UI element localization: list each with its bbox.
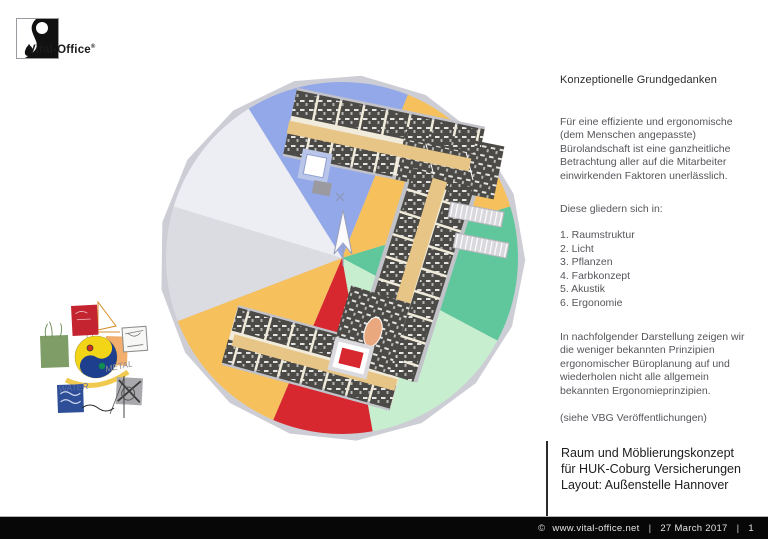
project-title-line: für HUK-Coburg Versicherungen xyxy=(561,462,741,476)
factor-list xyxy=(560,229,752,311)
page-title: Konzeptionelle Grundgedanken xyxy=(560,74,717,86)
cube-sketch xyxy=(122,326,148,352)
concept-circle-diagram xyxy=(155,70,535,460)
project-title-line: Raum und Möblierungskonzept xyxy=(561,446,735,460)
list-item: 6. Ergonomie xyxy=(560,296,623,309)
sail-sketch xyxy=(98,302,116,330)
list-item: 2. Licht xyxy=(560,242,594,255)
list-item: 3. Pflanzen xyxy=(560,256,613,269)
project-title-line: Layout: Außenstelle Hannover xyxy=(561,478,729,492)
metal-label: METAL xyxy=(104,358,134,374)
registered-mark: ® xyxy=(90,44,96,51)
logo-wordmark: Vital-Office® xyxy=(28,44,96,56)
list-intro: Diese gliedern sich in: xyxy=(560,203,663,215)
list-item: 1. Raumstruktur xyxy=(560,229,635,241)
list-item: 4. Farbkonzept xyxy=(560,269,631,282)
page-number: 1 xyxy=(748,522,754,534)
vbg-note: (siehe VBG Veröffentlichungen) xyxy=(560,412,707,424)
metal-square xyxy=(116,377,143,405)
footer-separator: | xyxy=(648,522,652,534)
footer-date: 27 March 2017 xyxy=(660,522,728,534)
footer-bar xyxy=(0,517,768,539)
copyright-symbol: © xyxy=(538,522,546,534)
intro-paragraph: Für eine effiziente und ergonomische (dem Menschen angepasste) Bürolandschaft ist eine ganzheitliche Betrachtung aller auf die Mitarbeiter einwirkenden Faktoren unerlässlich. xyxy=(560,116,733,182)
footer-separator: | xyxy=(736,522,740,534)
five-elements-artwork xyxy=(36,296,162,428)
project-title-block xyxy=(546,441,756,517)
wood-square xyxy=(40,321,70,368)
footer-url: www.vital-office.net xyxy=(552,522,640,534)
closing-paragraph: In nachfolgender Darstellung zeigen wir die weniger bekannten Prinzipien ergonomischer Büroplanung auf und wiederholen nicht alle allgemein bekannten Ergonomieprinzipien. xyxy=(560,331,745,397)
fire-square xyxy=(71,305,99,336)
vital-office-logo xyxy=(16,18,136,62)
list-item: 5. Akustik xyxy=(560,283,605,296)
water-label: WATER xyxy=(58,380,89,394)
